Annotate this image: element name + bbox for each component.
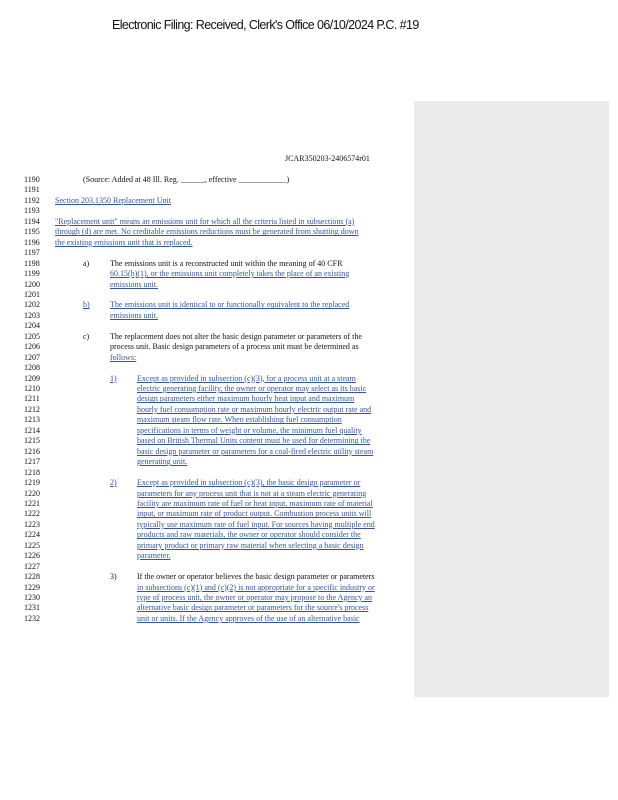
document-line	[0, 614, 618, 624]
line-text: unit or units. If the Agency approves of the use of an alternative basic	[137, 613, 360, 623]
document-line	[0, 551, 618, 561]
document-line	[0, 353, 618, 363]
document-line	[0, 290, 618, 300]
line-number: 1196	[24, 237, 40, 247]
line-text: the existing emissions unit that is replaced.	[55, 237, 193, 247]
line-text: design parameters either maximum hourly heat input and maximum	[137, 394, 355, 404]
document-line	[0, 342, 618, 352]
line-text: based on British Thermal Units content must be used for determining the	[137, 436, 371, 446]
line-number: 1227	[24, 561, 40, 571]
line-text: primary product or primary raw material when selecting a basic design	[137, 540, 364, 550]
line-number: 1220	[24, 488, 40, 498]
line-text: 2)	[110, 478, 117, 488]
line-text-continued: The replacement does not alter the basic design parameter or parameters of the	[110, 331, 362, 341]
line-text: basic design parameter or parameters for a coal-fired electric utility steam	[137, 446, 374, 456]
document-line	[0, 478, 618, 488]
line-number: 1215	[24, 436, 40, 446]
line-text: "Replacement unit" means an emissions unit for which all the criteria listed in subsections (a)	[55, 216, 355, 226]
line-number: 1208	[24, 363, 40, 373]
line-text: emissions unit.	[110, 310, 159, 320]
line-number: 1209	[24, 373, 40, 383]
line-number: 1221	[24, 498, 40, 508]
line-text: 1)	[110, 373, 117, 383]
line-number: 1206	[24, 342, 40, 352]
line-number: 1210	[24, 384, 40, 393]
line-text: maximum steam flow rate. When establishing fuel consumption	[137, 415, 342, 425]
document-line	[0, 374, 618, 384]
document-line	[0, 520, 618, 530]
line-number: 1228	[24, 572, 40, 582]
line-number: 1197	[24, 248, 40, 258]
line-text: emissions unit.	[110, 279, 159, 289]
line-text: electric generating facility, the owner or operator may select as its basic	[137, 384, 367, 393]
line-text: generating unit.	[137, 457, 188, 467]
line-text: 3)	[110, 572, 117, 582]
line-number: 1222	[24, 509, 40, 519]
document-line	[0, 321, 618, 331]
line-number: 1211	[24, 394, 40, 404]
line-number: 1195	[24, 227, 40, 237]
line-number: 1192	[24, 195, 40, 205]
line-text: process unit. Basic design parameters of a process unit must be determined as	[110, 342, 359, 352]
line-text: (Source: Added at 48 Ill. Reg. ______, effective ____________)	[83, 175, 290, 184]
line-text: typically use maximum rate of fuel input. For sources having multiple end	[137, 519, 375, 529]
line-number: 1230	[24, 593, 40, 602]
document-line	[0, 436, 618, 446]
line-number: 1223	[24, 519, 40, 529]
line-number: 1204	[24, 321, 40, 331]
line-number: 1194	[24, 216, 40, 226]
line-number: 1226	[24, 551, 40, 561]
line-number: 1216	[24, 446, 40, 456]
line-number: 1207	[24, 352, 40, 362]
line-number: 1198	[24, 258, 40, 268]
document-line	[0, 332, 618, 342]
line-number: 1200	[24, 279, 40, 289]
document-line	[0, 196, 618, 206]
filing-stamp-header: Electronic Filing: Received, Clerk's Office 06/10/2024 P.C. #19	[112, 18, 419, 32]
line-number: 1203	[24, 310, 40, 320]
document-line	[0, 415, 618, 425]
line-number: 1219	[24, 478, 40, 488]
document-line	[0, 227, 618, 237]
document-line	[0, 541, 618, 551]
document-line	[0, 447, 618, 457]
line-text: Section 203.1350 Replacement Unit	[55, 195, 171, 205]
line-number: 1229	[24, 582, 40, 592]
line-text-continued: The emissions unit is identical to or functionally equivalent to the replaced	[110, 300, 350, 310]
line-text: 60.15(b)(1), or the emissions unit completely takes the place of an existing	[110, 269, 350, 279]
document-line	[0, 530, 618, 540]
document-line	[0, 384, 618, 394]
document-line	[0, 468, 618, 478]
document-line	[0, 259, 618, 269]
document-line	[0, 269, 618, 279]
line-text: parameter.	[137, 551, 171, 561]
line-number: 1193	[24, 206, 40, 216]
document-line	[0, 363, 618, 373]
line-number: 1225	[24, 540, 40, 550]
line-text-continued: Except as provided in subsection (c)(3), for a process unit at a steam	[137, 373, 356, 383]
line-number: 1213	[24, 415, 40, 425]
line-number: 1201	[24, 289, 40, 299]
line-number: 1217	[24, 457, 40, 467]
line-number: 1224	[24, 530, 40, 540]
line-text: follows:	[110, 352, 137, 362]
document-line	[0, 238, 618, 248]
document-line	[0, 583, 618, 593]
line-text-continued: If the owner or operator believes the basic design parameter or parameters	[137, 572, 375, 582]
line-number: 1191	[24, 185, 40, 195]
line-text: facility are maximum rate of fuel or heat input, maximum rate of material	[137, 498, 373, 508]
line-text: products and raw materials, the owner or operator should consider the	[137, 530, 361, 540]
line-text: hourly fuel consumption rate or maximum hourly electric output rate and	[137, 404, 372, 414]
document-line	[0, 489, 618, 499]
document-line	[0, 300, 618, 310]
line-text: in subsections (c)(1) and (c)(2) is not appropriate for a specific industry or	[137, 582, 375, 592]
document-line	[0, 509, 618, 519]
line-number: 1199	[24, 269, 40, 279]
document-line	[0, 562, 618, 572]
line-number: 1205	[24, 331, 40, 341]
line-text: b)	[83, 300, 90, 310]
line-text: parameters for any process unit that is not at a steam electric generating	[137, 488, 367, 498]
document-line	[0, 457, 618, 467]
line-text: type of process unit, the owner or operator may propose to the Agency an	[137, 593, 373, 602]
line-text: specifications in terms of weight or volume, the minimum fuel quality	[137, 425, 362, 435]
line-text: alternative basic design parameter or parameters for the source's process	[137, 603, 369, 613]
document-line	[0, 206, 618, 216]
line-text-continued: The emissions unit is a reconstructed unit within the meaning of 40 CFR	[110, 258, 343, 268]
document-line	[0, 593, 618, 603]
line-number: 1212	[24, 404, 40, 414]
document-line	[0, 405, 618, 415]
document-line	[0, 280, 618, 290]
document-line	[0, 499, 618, 509]
line-text: a)	[83, 258, 90, 268]
line-text: c)	[83, 331, 90, 341]
document-line	[0, 603, 618, 613]
document-id: JCAR350203-2406574r01	[285, 154, 370, 163]
line-text: input, or maximum rate of product output. Combustion process units will	[137, 509, 372, 519]
line-text-continued: Except as provided in subsection (c)(3), the basic design parameter or	[137, 478, 361, 488]
document-line	[0, 572, 618, 582]
document-line	[0, 394, 618, 404]
document-line	[0, 217, 618, 227]
line-number: 1218	[24, 467, 40, 477]
document-line	[0, 311, 618, 321]
line-number: 1190	[24, 175, 40, 184]
line-text: through (d) are met. No creditable emissions reductions must be generated from shutting down	[55, 227, 359, 237]
line-number: 1231	[24, 603, 40, 613]
line-number: 1202	[24, 300, 40, 310]
line-number: 1214	[24, 425, 40, 435]
document-line	[0, 426, 618, 436]
document-line	[0, 248, 618, 258]
line-number: 1232	[24, 613, 40, 623]
document-line	[0, 185, 618, 195]
document-line	[0, 175, 618, 185]
